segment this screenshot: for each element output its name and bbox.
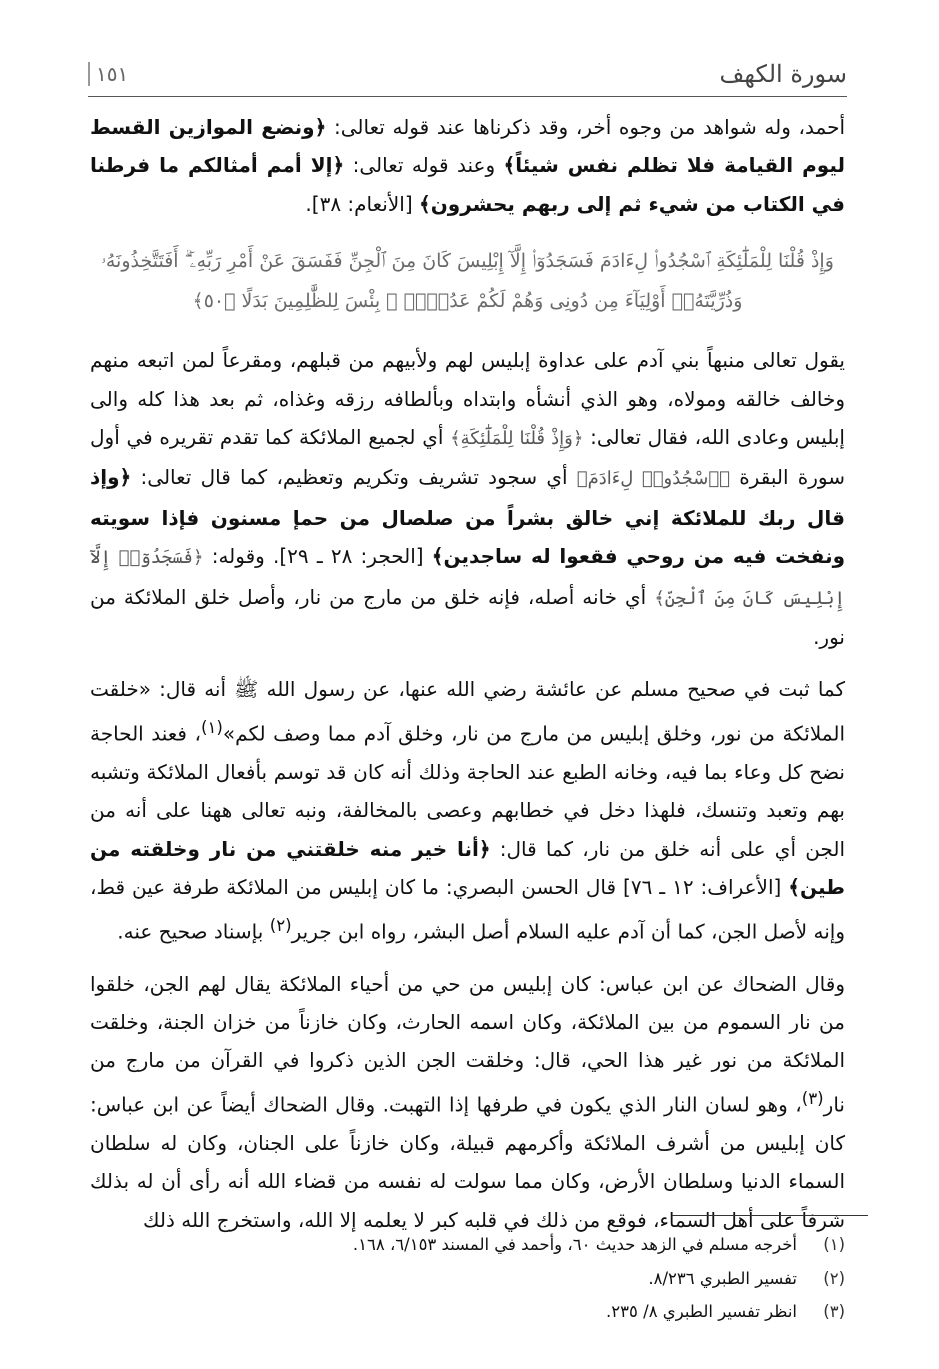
- footnote-item: [90, 1262, 845, 1296]
- quran-quote: ﴿أنا خير منه خلقتني من نار وخلقته من طين﴾: [90, 836, 845, 900]
- text: ، فعند الحاجة نضح كل وعاء بما فيه، وخانه الطبع عند الحاجة وذلك أنه كان قد توسم بأفعال الملائكة وتشبه بهم وتعبد وتنسك، فلهذا دخل في خطابهم وعصى بالمخالفة، ونبه تعالى ههنا على أنه من الجن أي على أنه خلق من نار، كما قال:: [90, 721, 845, 861]
- quran-quote: ﴿ونضع الموازين القسط ليوم القيامة فلا تظلم نفس شيئاً﴾: [90, 115, 846, 178]
- footnotes: [90, 1228, 845, 1329]
- footnote-item: [90, 1228, 845, 1262]
- text: وقال الضحاك عن ابن عباس: كان إبليس من حي من أحياء الملائكة يقال لهم الجن، خلقوا من نار السموم من بين الملائكة، وكان اسمه الحارث، وكان خازناً من خزان الجنة، وخلقت الملائكة من نور غير هذا الحي، قال: وخلقت الجن الذين ذكروا في القرآن من مارج من نار: [90, 971, 845, 1117]
- footnote-ref[interactable]: (٣): [801, 1088, 824, 1108]
- text: وعند قوله تعالى:: [344, 153, 504, 178]
- footnote-number: (١): [823, 1235, 845, 1254]
- paragraph-3: [90, 670, 845, 950]
- verse-line-2: وَذُرِّيَّتَهُۥٓ أَوْلِيَآءَ مِن دُونِى وَهُمْ لَكُمْ عَدُوٌّۢ ۚ بِئْسَ لِلظَّٰلِمِينَ بَدَلًا ﴿٥٠﴾: [192, 290, 743, 313]
- citation: [الأنعام: ٣٨].: [305, 191, 419, 216]
- verse-line-1: وَإِذْ قُلْنَا لِلْمَلَٰٓئِكَةِ ٱسْجُدُوا۟ لِءَادَمَ فَسَجَدُوٓا۟ إِلَّآ إِبْلِيسَ كَانَ مِنَ ٱلْجِنِّ فَفَسَقَ عَنْ أَمْرِ رَبِّهِۦٓ ۗ أَفَتَتَّخِذُونَهُۥ: [101, 250, 834, 273]
- quran-inline: ﴿وَإِذْ قُلْنَا لِلْمَلَٰٓئِكَةِ﴾: [450, 428, 584, 450]
- text: ، وهو لسان النار الذي يكون في طرفها إذا التهبت. وقال الضحاك أيضاً عن ابن عباس: كان إبليس من أشرف الملائكة وأكرمهم قبيلة، وكان خازناً على الجنان، وكان له سلطان السماء الدنيا وسلطان الأرض، وكان مما سولت له نفسه من قضاء الله أنه رأى أن له بذلك شرفاً على أهل السماء، فوقع من ذلك في قلبه كبر لا يعلمه إلا الله، واستخرج الله ذلك: [90, 1092, 845, 1232]
- quran-inline: ﴿فَسَجَدُوٓا۟ إِلَّآ إِبْلِيسَ كَانَ مِنَ ٱلْجِنِّ﴾: [90, 547, 845, 609]
- quran-verse-block: [90, 241, 845, 321]
- paragraph-1: [90, 108, 845, 223]
- text: [الحجر: ٢٨ ـ ٢٩]. وقوله:: [203, 544, 432, 569]
- page-body: [90, 108, 845, 1239]
- quran-quote: ﴿وإذ قال ربك للملائكة إني خالق بشراً من صلصال من حمإ مسنون فإذا سويته ونفخت فيه من روحي فقعوا له ساجدين﴾: [90, 465, 846, 569]
- text: بإسناد صحيح عنه.: [117, 919, 270, 944]
- text: أحمد، وله شواهد من وجوه أخر، وقد ذكرناها عند قوله تعالى:: [326, 115, 845, 139]
- footnote-ref[interactable]: (١): [200, 717, 223, 737]
- text: يقول تعالى منبهاً بني آدم على عداوة إبليس لهم ولأبيهم من قبلهم، ومقرعاً لمن اتبعه منهم وخالف خالقه ومولاه، وهو الذي أنشأه وابتداه وبألطافه رزقه وغذاه، ثم بعد هذا كله والى إبليس وعادى الله، فقال تعالى:: [90, 348, 845, 450]
- footnote-text: تفسير الطبري ٨/٢٣٦.: [648, 1268, 797, 1288]
- text: أي سجود تشريف وتكريم وتعظيم، كما قال تعالى:: [131, 465, 577, 490]
- footnote-number: (٣): [823, 1302, 845, 1321]
- footnote-number: (٢): [823, 1268, 845, 1288]
- footnote-text: أخرجه مسلم في الزهد حديث ٦٠، وأحمد في المسند ٦/١٥٣، ١٦٨.: [352, 1235, 797, 1254]
- footnote-ref[interactable]: (٢): [269, 915, 292, 935]
- text: كما ثبت في صحيح مسلم عن عائشة رضي الله عنها، عن رسول الله ﷺ أنه قال: «خلقت الملائكة من نور، وخلق إبليس من مارج من نار، وخلق آدم مما وصف لكم»: [90, 677, 845, 746]
- header-divider: [88, 96, 847, 97]
- footnote-text: انظر تفسير الطبري ٨/ ٢٣٥.: [606, 1302, 797, 1321]
- quran-inline: ﴿ٱسْجُدُوا۟ لِءَادَمَ﴾: [576, 468, 730, 490]
- quran-quote: ﴿إلا أمم أمثالكم ما فرطنا في الكتاب من شيء ثم إلى ربهم يحشرون﴾: [90, 153, 845, 216]
- surah-title: سورة الكهف: [719, 60, 847, 88]
- text: أي خانه أصله، فإنه خلق من مارج من نار، وأصل خلق الملائكة من نور.: [90, 584, 845, 650]
- footnote-divider: [672, 1215, 868, 1216]
- text: أي لجميع الملائكة كما تقدم تقريره في أول سورة البقرة: [90, 425, 845, 490]
- footnote-item: [90, 1295, 845, 1329]
- paragraph-2: [90, 341, 845, 656]
- page-number: ١٥١: [88, 62, 128, 86]
- text: [الأعراف: ١٢ ـ ٧٦] قال الحسن البصري: ما كان إبليس من الملائكة طرفة عين قط، وإنه لأصل الجن، كما أن آدم عليه السلام أصل البشر، رواه ابن جرير: [90, 875, 845, 944]
- page-header: [88, 60, 847, 96]
- paragraph-4: [90, 965, 845, 1240]
